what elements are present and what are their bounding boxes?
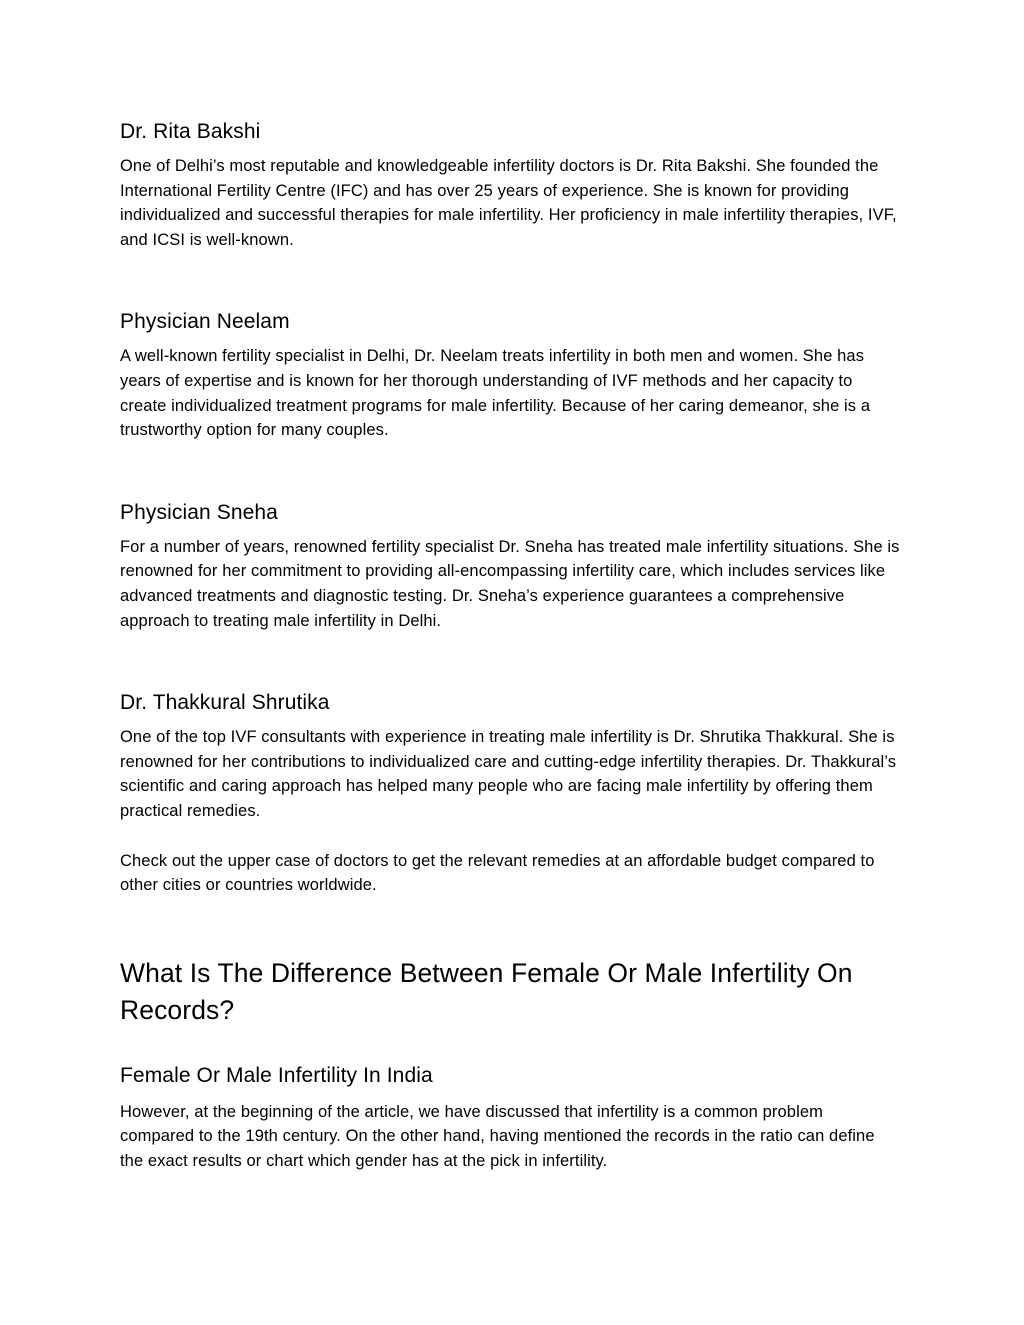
doctor-section-neelam (120, 309, 900, 442)
section-paragraph: For a number of years, renowned fertility specialist Dr. Sneha has treated male infertility situations. She is renowned for her commitment to providing all-encompassing infertility care, which includes services like advanced treatments and diagnostic testing. Dr. Sneha’s experience guarantees a comprehensive approach to treating male infertility in Delhi. (120, 537, 900, 630)
doctor-section-sneha (120, 500, 900, 633)
subsection-infertility-in-india (120, 1063, 900, 1174)
section-heading: Physician Sneha (120, 500, 278, 524)
section-paragraph: One of Delhi’s most reputable and knowledgeable infertility doctors is Dr. Rita Bakshi. She founded the International Fertility Centre (IFC) and has over 25 years of experience. She is known for providing individualized and successful therapies for male infertility. Her proficiency in male infertility therapies, IVF, and ICSI is well-known. (120, 157, 897, 249)
section-heading: Dr. Thakkural Shrutika (120, 691, 330, 715)
section-heading: Dr. Rita Bakshi (120, 120, 261, 143)
subsection-heading: Female Or Male Infertility In India (120, 1063, 433, 1087)
article-main-heading: What Is The Difference Between Female Or Male Infertility On Records? (120, 957, 853, 1025)
section-paragraph: One of the top IVF consultants with experience in treating male infertility is Dr. Shrutika Thakkural. She is renowned for her contributions to individualized care and cutting-edge infertility therapies. Dr. Thakkural’s scientific and caring approach has helped many people who are facing male infertility by offering them practical remedies. (120, 728, 897, 820)
closing-note-paragraph: Check out the upper case of doctors to get the relevant remedies at an affordable budget compared to other cities or countries worldwide. (120, 851, 875, 895)
subsection-paragraph: However, at the beginning of the article, we have discussed that infertility is a common problem compared to the 19th century. On the other hand, having mentioned the records in the ratio can define the exact results or chart which gender has at the pick in infertility. (120, 1102, 875, 1170)
doctor-section-thakkural-shrutika (120, 690, 900, 898)
section-paragraph: A well-known fertility specialist in Delhi, Dr. Neelam treats infertility in both men and women. She has years of expertise and is known for her thorough understanding of IVF methods and her capacity to create individualized treatment programs for male infertility. Because of her caring demeanor, she is a trustworthy option for many couples. (120, 347, 871, 440)
doctor-section-rita-bakshi (120, 119, 900, 252)
section-heading: Physician Neelam (120, 310, 290, 334)
